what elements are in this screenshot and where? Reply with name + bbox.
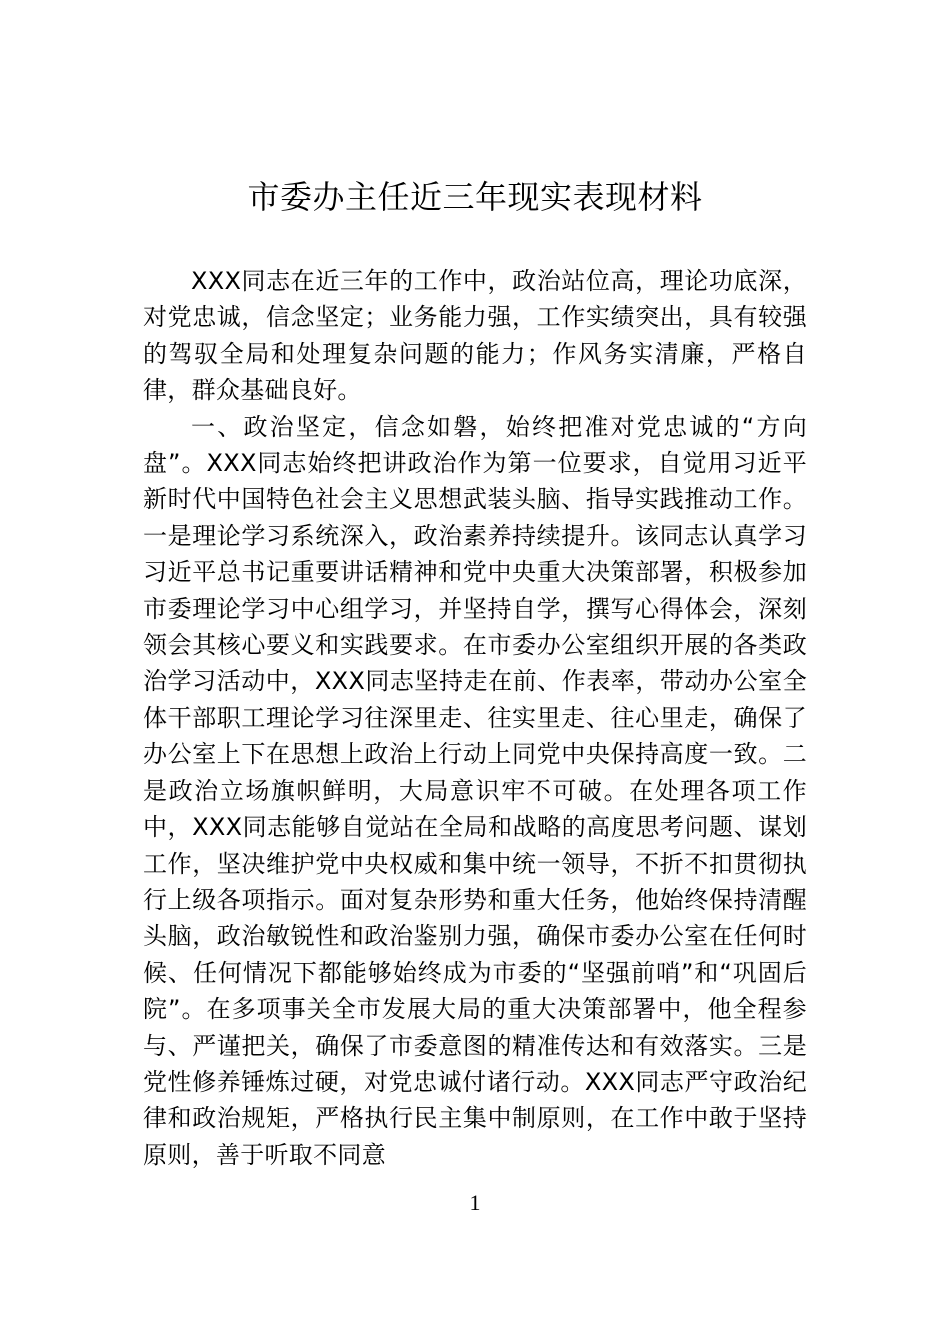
paragraph-intro: XXX同志在近三年的工作中，政治站位高，理论功底深，对党忠诚，信念坚定；业务能力强，工作实绩突出，具有较强的驾驭全局和处理复杂问题的能力；作风务实清廉，严格自律，群众基础良好。 <box>143 267 807 405</box>
page-number: 1 <box>469 1190 481 1215</box>
document-title: 市委办主任近三年现实表现材料 <box>247 178 703 216</box>
document-body <box>143 263 807 1173</box>
paragraph-section-one: 一、政治坚定，信念如磐，始终把准对党忠诚的“方向盘”。XXX同志始终把讲政治作为第一位要求，自觉用习近平新时代中国特色社会主义思想武装头脑、指导实践推动工作。一是理论学习系统深入，政治素养持续提升。该同志认真学习习近平总书记重要讲话精神和党中央重大决策部署，积极参加市委理论学习中心组学习，并坚持自学，撰写心得体会，深刻领会其核心要义和实践要求。在市委办公室组织开展的各类政治学习活动中，XXX同志坚持走在前、作表率，带动办公室全体干部职工理论学习往深里走、往实里走、往心里走，确保了办公室上下在思想上政治上行动上同党中央保持高度一致。二是政治立场旗帜鲜明，大局意识牢不可破。在处理各项工作中，XXX同志能够自觉站在全局和战略的高度思考问题、谋划工作，坚决维护党中央权威和集中统一领导，不折不扣贯彻执行上级各项指示。面对复杂形势和重大任务，他始终保持清醒头脑，政治敏锐性和政治鉴别力强，确保市委办公室在任何时候、任何情况下都能够始终成为市委的“坚强前哨”和“巩固后院”。在多项事关全市发展大局的重大决策部署中，他全程参与、严谨把关，确保了市委意图的精准传达和有效落实。三是党性修养锤炼过硬，对党忠诚付诸行动。XXX同志严守政治纪律和政治规矩，严格执行民主集中制原则，在工作中敢于坚持原则，善于听取不同意 <box>143 412 807 1169</box>
